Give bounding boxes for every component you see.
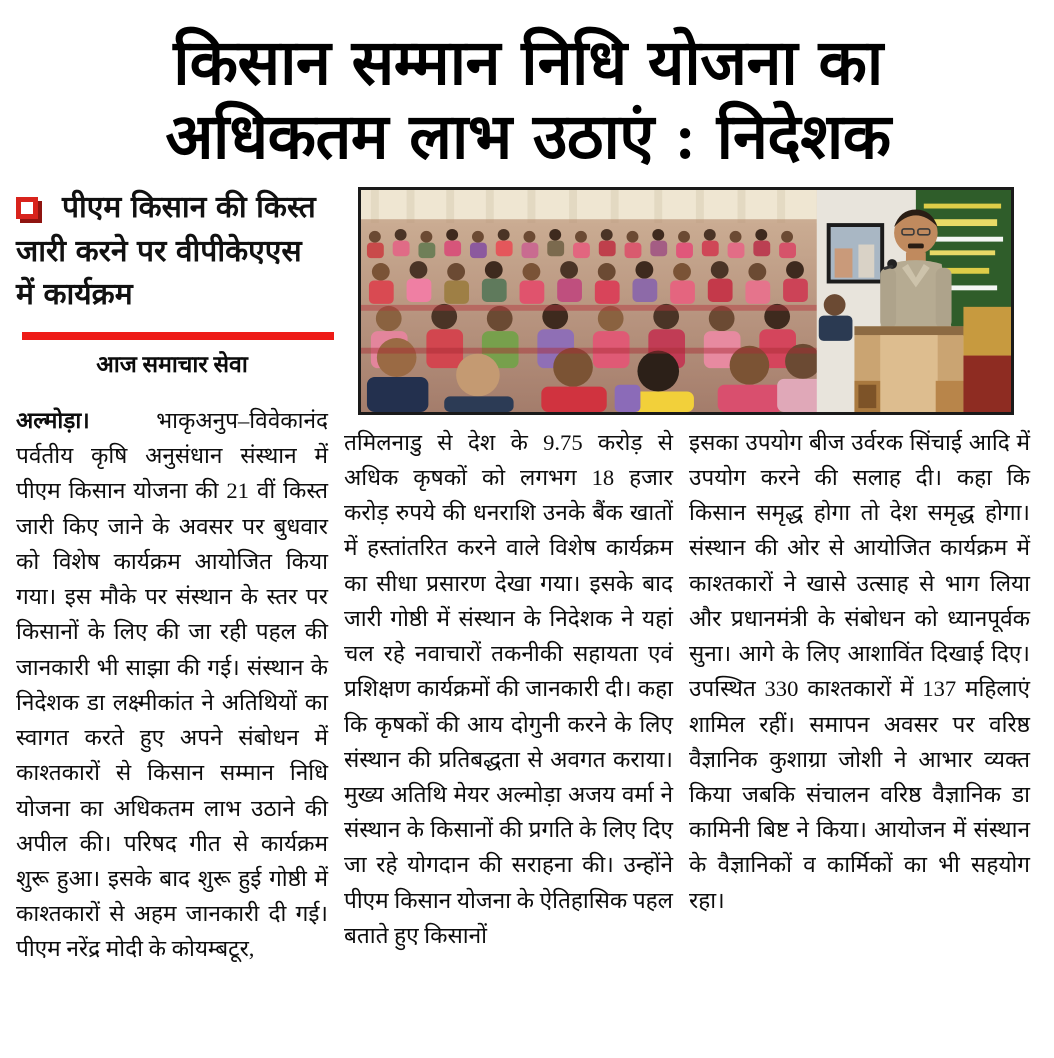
photo-frame xyxy=(358,187,1014,415)
column-right-text: इसका उपयोग बीज उर्वरक सिंचाई आदि में उपयोग करने की सलाह दी। कहा कि किसान समृद्ध होगा तो देश समृद्ध होगा। संस्थान की ओर से आयोजित कार्यक्रम में काश्तकारों ने खासे उत्साह से भाग लिया और प्रधानमंत्री के संबोधन को ध्यानपूर्वक सुना। आगे के लिए आशाविंत दिखाई दिए। उपस्थित 330 काश्तकारों में 137 महिलाएं शामिल रहीं। समापन अवसर पर वरिष्ठ वैज्ञानिक कुशाग्रा जोशी ने आभार व्यक्त किया जबकि संचालन वरिष्ठ वैज्ञानिक डा कामिनी बिष्ट ने किया। आयोजन में संस्थान के वैज्ञानिकों व कार्मिकों का भी सहयोग रहा। xyxy=(689,429,1030,913)
photo-illustration xyxy=(361,190,1011,412)
red-square-bullet-icon xyxy=(16,189,38,232)
column-left xyxy=(16,187,344,990)
headline-line-2: अधिकतम लाभ उठाएं : निदेशक xyxy=(165,102,891,173)
audience-area xyxy=(361,190,835,412)
headline-line-1: किसान सम्मान निधि योजना का xyxy=(173,28,883,98)
kicker-subheading xyxy=(16,187,328,317)
column-middle-text: तमिलनाडु से देश के 9.75 करोड़ से अधिक कृषकों को लगभग 18 हजार करोड़ रुपये की धनराशि उनके बैंक खातों में हस्तांतरित करने वाले विशेष कार्यक्रम का सीधा प्रसारण देखा गया। इसके बाद जारी गोष्ठी में संस्थान के निदेशक ने यहां चल रहे नवाचारों तकनीकी सहायता एवं प्रशिक्षण कार्यक्रमों की जानकारी दी। कहा कि कृषकों की आय दोगुनी करने के लिए संस्थान की प्रतिबद्धता से अवगत कराया। मुख्य अतिथि मेयर अल्मोड़ा अजय वर्मा ने संस्थान के किसानों की प्रगति के लिए दिए जा रहे योगदान की सराहना की। उन्होंने पीएम किसान योजना के ऐतिहासिक पहल बताते हुए किसानों xyxy=(344,429,673,948)
article-photo xyxy=(358,187,1014,415)
column-left-text xyxy=(16,403,328,967)
byline-agency: आज समाचार सेवा xyxy=(96,352,248,378)
dateline: अल्मोड़ा। xyxy=(16,407,90,433)
article-body xyxy=(0,187,1054,990)
speaker-area xyxy=(817,190,1011,412)
kicker-text: पीएम किसान की किस्त जारी करने पर वीपीकेएएस में कार्यक्रम xyxy=(16,190,316,311)
section-divider xyxy=(22,332,334,340)
page-title xyxy=(0,0,1054,175)
column-left-paragraph: भाकृअनुप–विवेकानंद पर्वतीय कृषि अनुसंधान संस्थान में पीएम किसान योजना की 21 वीं किस्त जारी किए जाने के अवसर पर बुधवार को विशेष कार्यक्रम आयोजित किया गया। इस मौके पर संस्थान के स्तर पर किसानों के लिए की जा रही पहल की जानकारी भी साझा की गई। संस्थान के निदेशक डा लक्ष्मीकांत ने अतिथियों का स्वागत करते हुए अपने संबोधन में काश्तकारों से किसान सम्मान निधि योजना का अधिकतम लाभ उठाने की अपील की। परिषद गीत से कार्यक्रम शुरू हुआ। इसके बाद शुरू हुई गोष्ठी में काश्तकारों से अहम जानकारी दी गई। पीएम नरेंद्र मोदी के कोयम्बटूर, xyxy=(16,407,328,962)
